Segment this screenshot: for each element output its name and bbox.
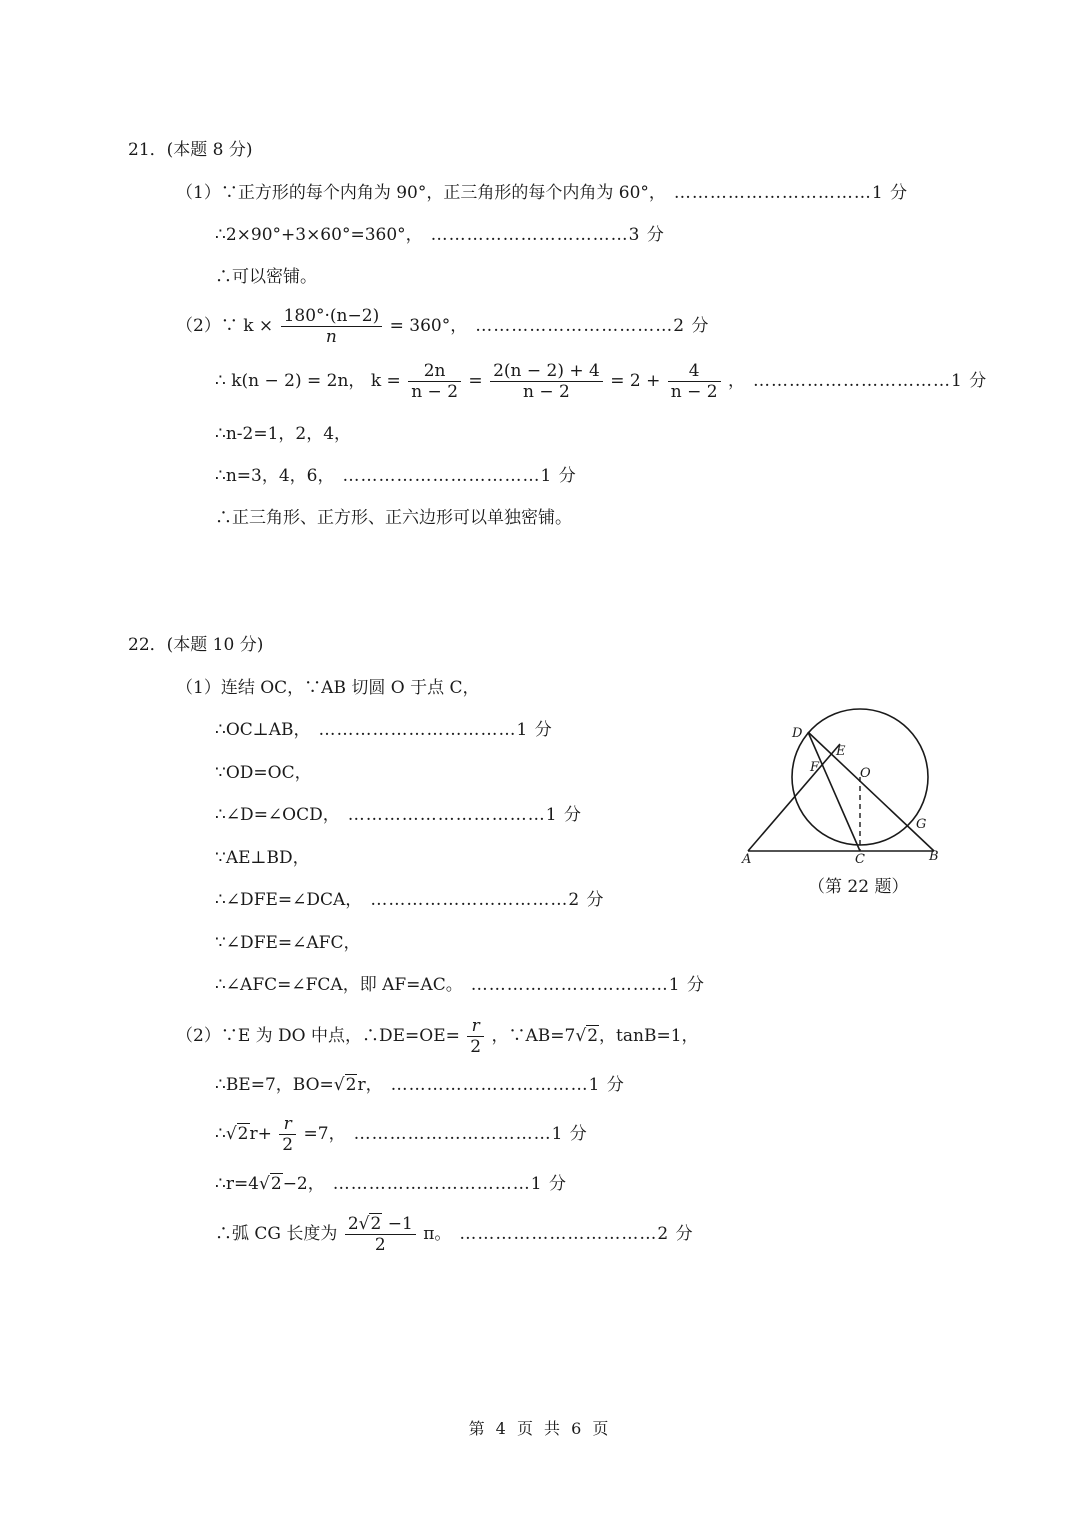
fraction-denominator: 2 xyxy=(345,1234,416,1255)
q21-part1-line2 xyxy=(215,224,665,246)
fraction-denominator: n xyxy=(281,326,383,347)
q21-part2-line2-fraction-1 xyxy=(408,361,461,402)
q22-part2-line4-score: ……………………………1 分 xyxy=(332,1174,567,1194)
fraction-numerator: r xyxy=(471,1016,480,1036)
fraction-numerator: 4 xyxy=(688,361,700,381)
q22-part1-line6-text: ∴∠DFE=∠DCA， xyxy=(215,890,363,910)
q22-part1-line7: ∵∠DFE=∠AFC， xyxy=(215,933,361,953)
q22-part2-line2-score: ……………………………1 分 xyxy=(390,1075,625,1095)
q22-part2-line1-suffix: ，tanB=1， xyxy=(599,1026,699,1046)
q22-part1-line2-text: ∴OC⊥AB， xyxy=(215,720,311,740)
q22-part2-line3-score: ……………………………1 分 xyxy=(353,1124,588,1144)
q22-part2-line4-prefix: ∴r=4 xyxy=(215,1174,260,1194)
fraction-denominator: 2 xyxy=(279,1134,296,1155)
q21-part2-line4 xyxy=(215,465,577,487)
q22-part1-line4-score: ……………………………1 分 xyxy=(347,805,582,825)
label-b: B xyxy=(929,849,939,864)
q22-part2-line4-suffix: −2， xyxy=(282,1174,325,1194)
segment-db xyxy=(808,732,934,851)
q22-part2-line5-suffix: π。 xyxy=(423,1224,452,1244)
q22-part1-line3: ∵OD=OC， xyxy=(215,763,312,783)
q21-part1-line1 xyxy=(176,182,908,204)
q22-part1-line8-score: ……………………………1 分 xyxy=(470,975,705,995)
sqrt-radicand: 2 xyxy=(270,1174,282,1194)
q21-part2-line2-suffix: ， xyxy=(728,371,746,391)
label-c: C xyxy=(855,852,865,867)
page-footer: 第 4 页 共 6 页 xyxy=(468,1419,612,1438)
q22-part2-line2: ∴BE=7，BO=√2r， ……………………………1 分 xyxy=(215,1075,625,1095)
q22-part2-line3: ∴√2r+ $\frac{r}{2}$ =7， ……………………………1 分 xyxy=(215,1114,588,1155)
q22-part1-line6-score: ……………………………2 分 xyxy=(370,890,605,910)
q21-part2-line1 xyxy=(176,306,709,347)
q22-part2-line1-prefix: （2）∵E 为 DO 中点，∴DE=OE= xyxy=(176,1026,460,1046)
label-a: A xyxy=(742,852,752,867)
fraction-numerator: 2n xyxy=(423,361,446,381)
figure-caption: （第 22 题） xyxy=(808,877,909,897)
q22-part2-line2-suffix: r， xyxy=(357,1075,383,1095)
q21-part2-line2-score: ……………………………1 分 xyxy=(753,371,988,391)
fraction-numerator: 2(n − 2) + 4 xyxy=(493,361,600,381)
q22-part1-line6 xyxy=(215,889,605,911)
q22-part2-line5 xyxy=(215,1214,694,1255)
q21-part2-line5: ∴正三角形、正方形、正六边形可以单独密铺。 xyxy=(215,508,572,528)
q22-part1-line2-score: ……………………………1 分 xyxy=(318,720,553,740)
q22-header: 22．(本题 10 分) xyxy=(128,635,264,655)
fraction-denominator: 2 xyxy=(467,1036,484,1057)
q21-part2-line4-text: ∴n=3，4，6， xyxy=(215,466,335,486)
q22-part2-line5-prefix: ∴弧 CG 长度为 xyxy=(215,1224,338,1244)
q21-part2-line2-fraction-3 xyxy=(668,361,721,402)
q21-part1-line3: ∴可以密铺。 xyxy=(215,267,317,287)
label-g: G xyxy=(916,817,927,832)
q22-part2-line1: （2）∵E 为 DO 中点，∴DE=OE= $\frac{r}{2}$ ，∵AB=7√2，tanB=1， xyxy=(176,1016,699,1057)
q22-part2-line5-fraction xyxy=(345,1214,416,1255)
sqrt-radicand: 2 xyxy=(370,1214,382,1234)
q22-part1-line4-text: ∴∠D=∠OCD， xyxy=(215,805,340,825)
q21-part1-line2-text: ∴2×90°+3×60°=360°， xyxy=(215,225,423,245)
q22-part1-line1: （1）连结 OC，∵AB 切圆 O 于点 C， xyxy=(176,678,480,698)
label-e: E xyxy=(836,744,846,759)
q22-part1-line2 xyxy=(215,719,553,741)
q21-part2-line4-score: ……………………………1 分 xyxy=(342,466,577,486)
q21-part2-line3: ∴n-2=1，2，4， xyxy=(215,424,352,444)
q21-part1-line1-text: （1）∵正方形的每个内角为 90°，正三角形的每个内角为 60°， xyxy=(176,183,666,203)
q21-part2-line1-suffix: = 360°， xyxy=(389,316,468,336)
q21-part2-line1-fraction xyxy=(281,306,383,347)
q21-part2-line2-mid: = 2 + xyxy=(610,371,661,391)
equals-sign: = xyxy=(468,371,483,391)
numerator-tail: −1 xyxy=(382,1214,413,1234)
fraction-numerator: 2√2 −1 xyxy=(347,1214,413,1234)
q21-part1-line1-score: ……………………………1 分 xyxy=(673,183,909,203)
q22-part2-line3-mid: r+ xyxy=(249,1124,272,1144)
q21-part2-line2 xyxy=(215,361,987,402)
label-f: F xyxy=(810,760,820,775)
fraction-denominator: n − 2 xyxy=(668,381,721,402)
q22-part1-line5: ∵AE⊥BD， xyxy=(215,848,310,868)
q22-part1-line4 xyxy=(215,804,582,826)
q22-part2-line1-mid: ，∵AB=7 xyxy=(491,1026,576,1046)
q21-part2-line1-score: ……………………………2 分 xyxy=(475,316,710,336)
geometry-figure xyxy=(736,700,946,870)
q21-header: 21．(本题 8 分) xyxy=(128,140,253,160)
sqrt-radicand: 2 xyxy=(587,1026,599,1046)
sqrt-radicand: 2 xyxy=(237,1124,249,1144)
q22-part2-line3-prefix: ∴ xyxy=(215,1124,226,1144)
q22-part2-line2-prefix: ∴BE=7，BO= xyxy=(215,1075,334,1095)
q22-part1-line8-text: ∴∠AFC=∠FCA，即 AF=AC。 xyxy=(215,975,463,995)
q21-part2-line2-fraction-2 xyxy=(490,361,603,402)
fraction-numerator: 180°·(n−2) xyxy=(283,306,380,326)
q22-part1-line8 xyxy=(215,974,705,996)
q22-part2-line1-fraction xyxy=(467,1016,484,1057)
q21-part2-line2-prefix: ∴ k(n − 2) = 2n， k = xyxy=(215,371,401,391)
fraction-denominator: n − 2 xyxy=(408,381,461,402)
label-d: D xyxy=(792,726,803,741)
q22-part2-line3-fraction xyxy=(279,1114,296,1155)
numerator-coefficient: 2 xyxy=(347,1214,359,1234)
fraction-denominator: n − 2 xyxy=(490,381,603,402)
q22-part2-line5-score: ……………………………2 分 xyxy=(459,1224,694,1244)
q22-part2-line3-suffix: =7， xyxy=(303,1124,346,1144)
label-o: O xyxy=(860,766,871,781)
q21-part1-line2-score: ……………………………3 分 xyxy=(430,225,665,245)
q21-part2-line1-prefix: （2）∵ k × xyxy=(176,316,274,336)
fraction-numerator: r xyxy=(283,1114,292,1134)
sqrt-radicand: 2 xyxy=(345,1075,357,1095)
q22-part2-line4: ∴r=4√2−2， ……………………………1 分 xyxy=(215,1174,567,1194)
